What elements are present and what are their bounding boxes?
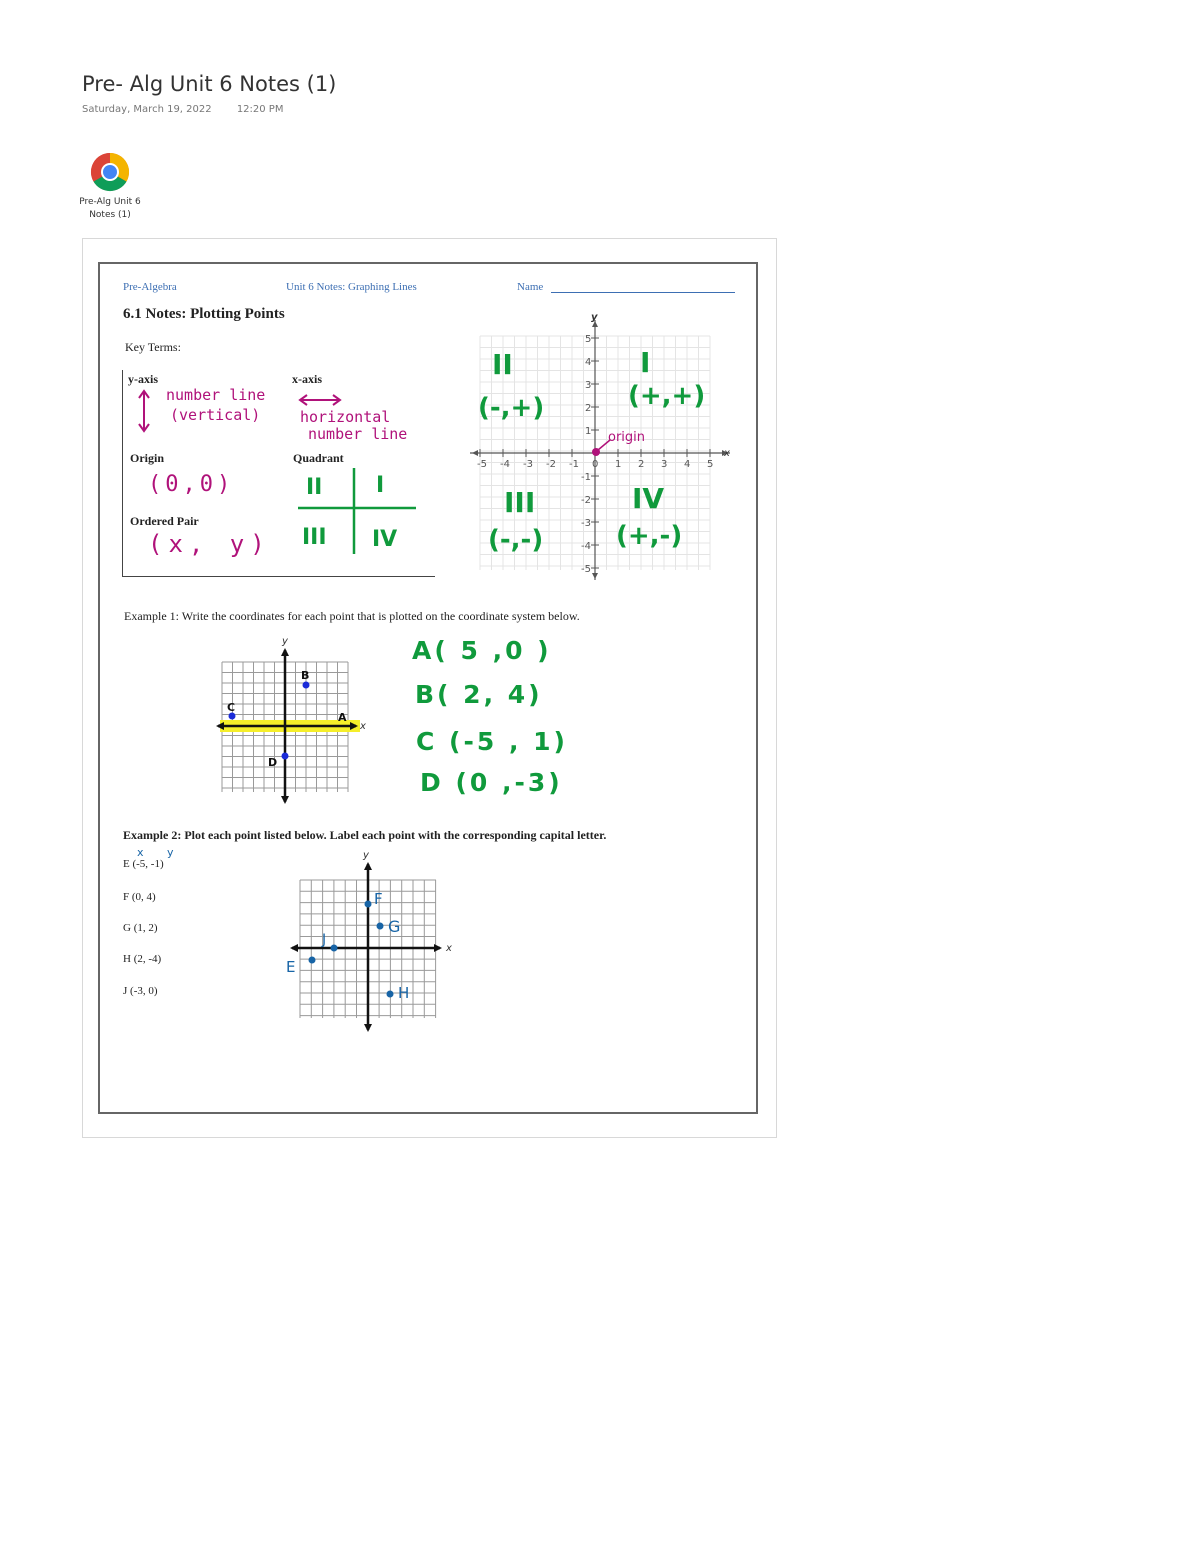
big-y-tick-label: 5 [585,334,592,345]
ex1-x-label: x [360,721,366,732]
big-y-tick-label: 4 [585,357,592,368]
example-2-prompt: Example 2: Plot each point listed below. Label each point with the corresponding capital letter. [123,828,607,842]
name-label: Name [517,281,544,293]
e-annotation: x y [137,846,184,859]
name-line [551,292,735,293]
chrome-icon [90,152,130,192]
big-x-arrow-left [472,450,478,456]
example-1-prompt: Example 1: Write the coordinates for each point that is plotted on the coordinate system below. [124,609,580,623]
example-1-graph [210,632,370,810]
big-x-tick-label: 3 [661,459,668,470]
big-y-tick-label: 1 [585,426,592,437]
big-x-tick-label: 0 [592,459,599,470]
big-y-arrow-bottom [592,573,598,579]
vertical-arrow-icon [134,388,154,434]
attachment-file[interactable] [78,152,142,222]
term-origin: Origin [130,451,165,465]
ex2-label-f: F [374,890,383,908]
ex1-label-d: D [268,756,278,769]
page-title: Pre- Alg Unit 6 Notes (1) [82,72,337,96]
big-q3-signs: (-,-) [488,525,544,555]
ex1-label-a: A [338,711,347,724]
point-f: F (0, 4) [123,891,156,903]
ex2-label-g: G [388,917,401,936]
big-y-tick-label: -3 [581,518,591,529]
big-x-tick-label: 5 [707,459,714,470]
horizontal-arrow-icon [298,393,342,407]
big-x-tick-label: 4 [684,459,691,470]
answer-c: C (-5 , 1) [416,727,568,756]
y-axis-note-1: number line [166,386,266,404]
term-y-axis: y-axis [128,372,158,386]
big-q2-signs: (-,+) [478,393,545,423]
big-y-tick-label: 3 [585,380,592,391]
big-x-tick-label: -4 [500,459,510,470]
answer-d: D (0 ,-3) [420,768,563,797]
page-time: 12:20 PM [236,104,284,115]
big-q4-numeral: IV [632,482,665,515]
sketch-q3: III [302,525,327,550]
point-g: G (1, 2) [123,922,158,934]
big-x-tick-label: -2 [546,459,556,470]
big-y-tick-label: -2 [581,495,591,506]
ex1-label-c: C [227,701,236,714]
section-heading: 6.1 Notes: Plotting Points [123,306,285,322]
attachment-label: Pre-Alg Unit 6 Notes (1) [79,197,141,220]
answer-a: A( 5 ,0 ) [412,636,552,665]
big-q1-numeral: I [640,346,651,379]
ex2-x-label: x [446,943,452,954]
big-x-tick-label: 1 [615,459,622,470]
term-ordered-pair: Ordered Pair [130,514,199,528]
big-y-tick-label: 2 [585,403,592,414]
big-y-tick-label: -5 [581,564,591,575]
page-timestamp [82,104,305,115]
unit-label: Unit 6 Notes: Graphing Lines [286,281,417,293]
ordered-pair-note: (x, y) [148,530,271,558]
x-axis-note-1: horizontal [300,408,391,426]
course-label: Pre-Algebra [123,281,177,293]
origin-annotation: origin [608,430,646,445]
ex2-point-f [365,901,372,908]
big-x-tick-label: -1 [569,459,579,470]
big-x-tick-label: -3 [523,459,533,470]
ex1-point-b [303,682,310,689]
page-date: Saturday, March 19, 2022 [82,104,212,115]
big-x-tick-label: 2 [638,459,645,470]
sketch-q1: I [376,473,385,498]
y-axis-note-2: (vertical) [170,406,261,424]
point-j: J (-3, 0) [123,985,158,997]
ex2-point-h [387,991,394,998]
big-y-tick-label: -4 [581,541,591,552]
point-h: H (2, -4) [123,953,162,965]
answer-b: B( 2, 4) [415,680,543,709]
key-terms-label: Key Terms: [125,340,181,354]
big-x-tick-label: -5 [477,459,487,470]
ex1-point-d [282,753,289,760]
big-q3-numeral: III [504,486,536,519]
ex2-label-h: H [398,984,410,1002]
ex2-label-e: E [286,958,296,976]
origin-note: (0,0) [148,472,235,497]
big-y-label: y [591,312,598,323]
term-quadrant: Quadrant [293,451,344,465]
term-x-axis: x-axis [292,372,322,386]
x-axis-note-2: number line [308,425,408,443]
example-2-graph [280,848,460,1036]
ex2-y-label: y [363,850,369,861]
ex2-point-g [377,923,384,930]
point-e: E (-5, -1) [123,858,164,870]
coordinate-plane [460,310,740,582]
big-q2-numeral: II [492,348,513,381]
ex1-y-label: y [282,636,288,647]
ex2-point-e [309,957,316,964]
sketch-q4: IV [372,527,398,552]
big-q1-signs: (+,+) [628,381,706,411]
ex2-point-j [331,945,338,952]
big-y-tick-label: -1 [581,472,591,483]
big-x-label: x [724,448,730,459]
big-q4-signs: (+,-) [616,521,683,551]
ex2-label-j: J [322,932,327,948]
ex1-label-b: B [301,669,310,682]
sketch-q2: II [306,475,323,500]
quadrant-sketch [296,466,420,556]
